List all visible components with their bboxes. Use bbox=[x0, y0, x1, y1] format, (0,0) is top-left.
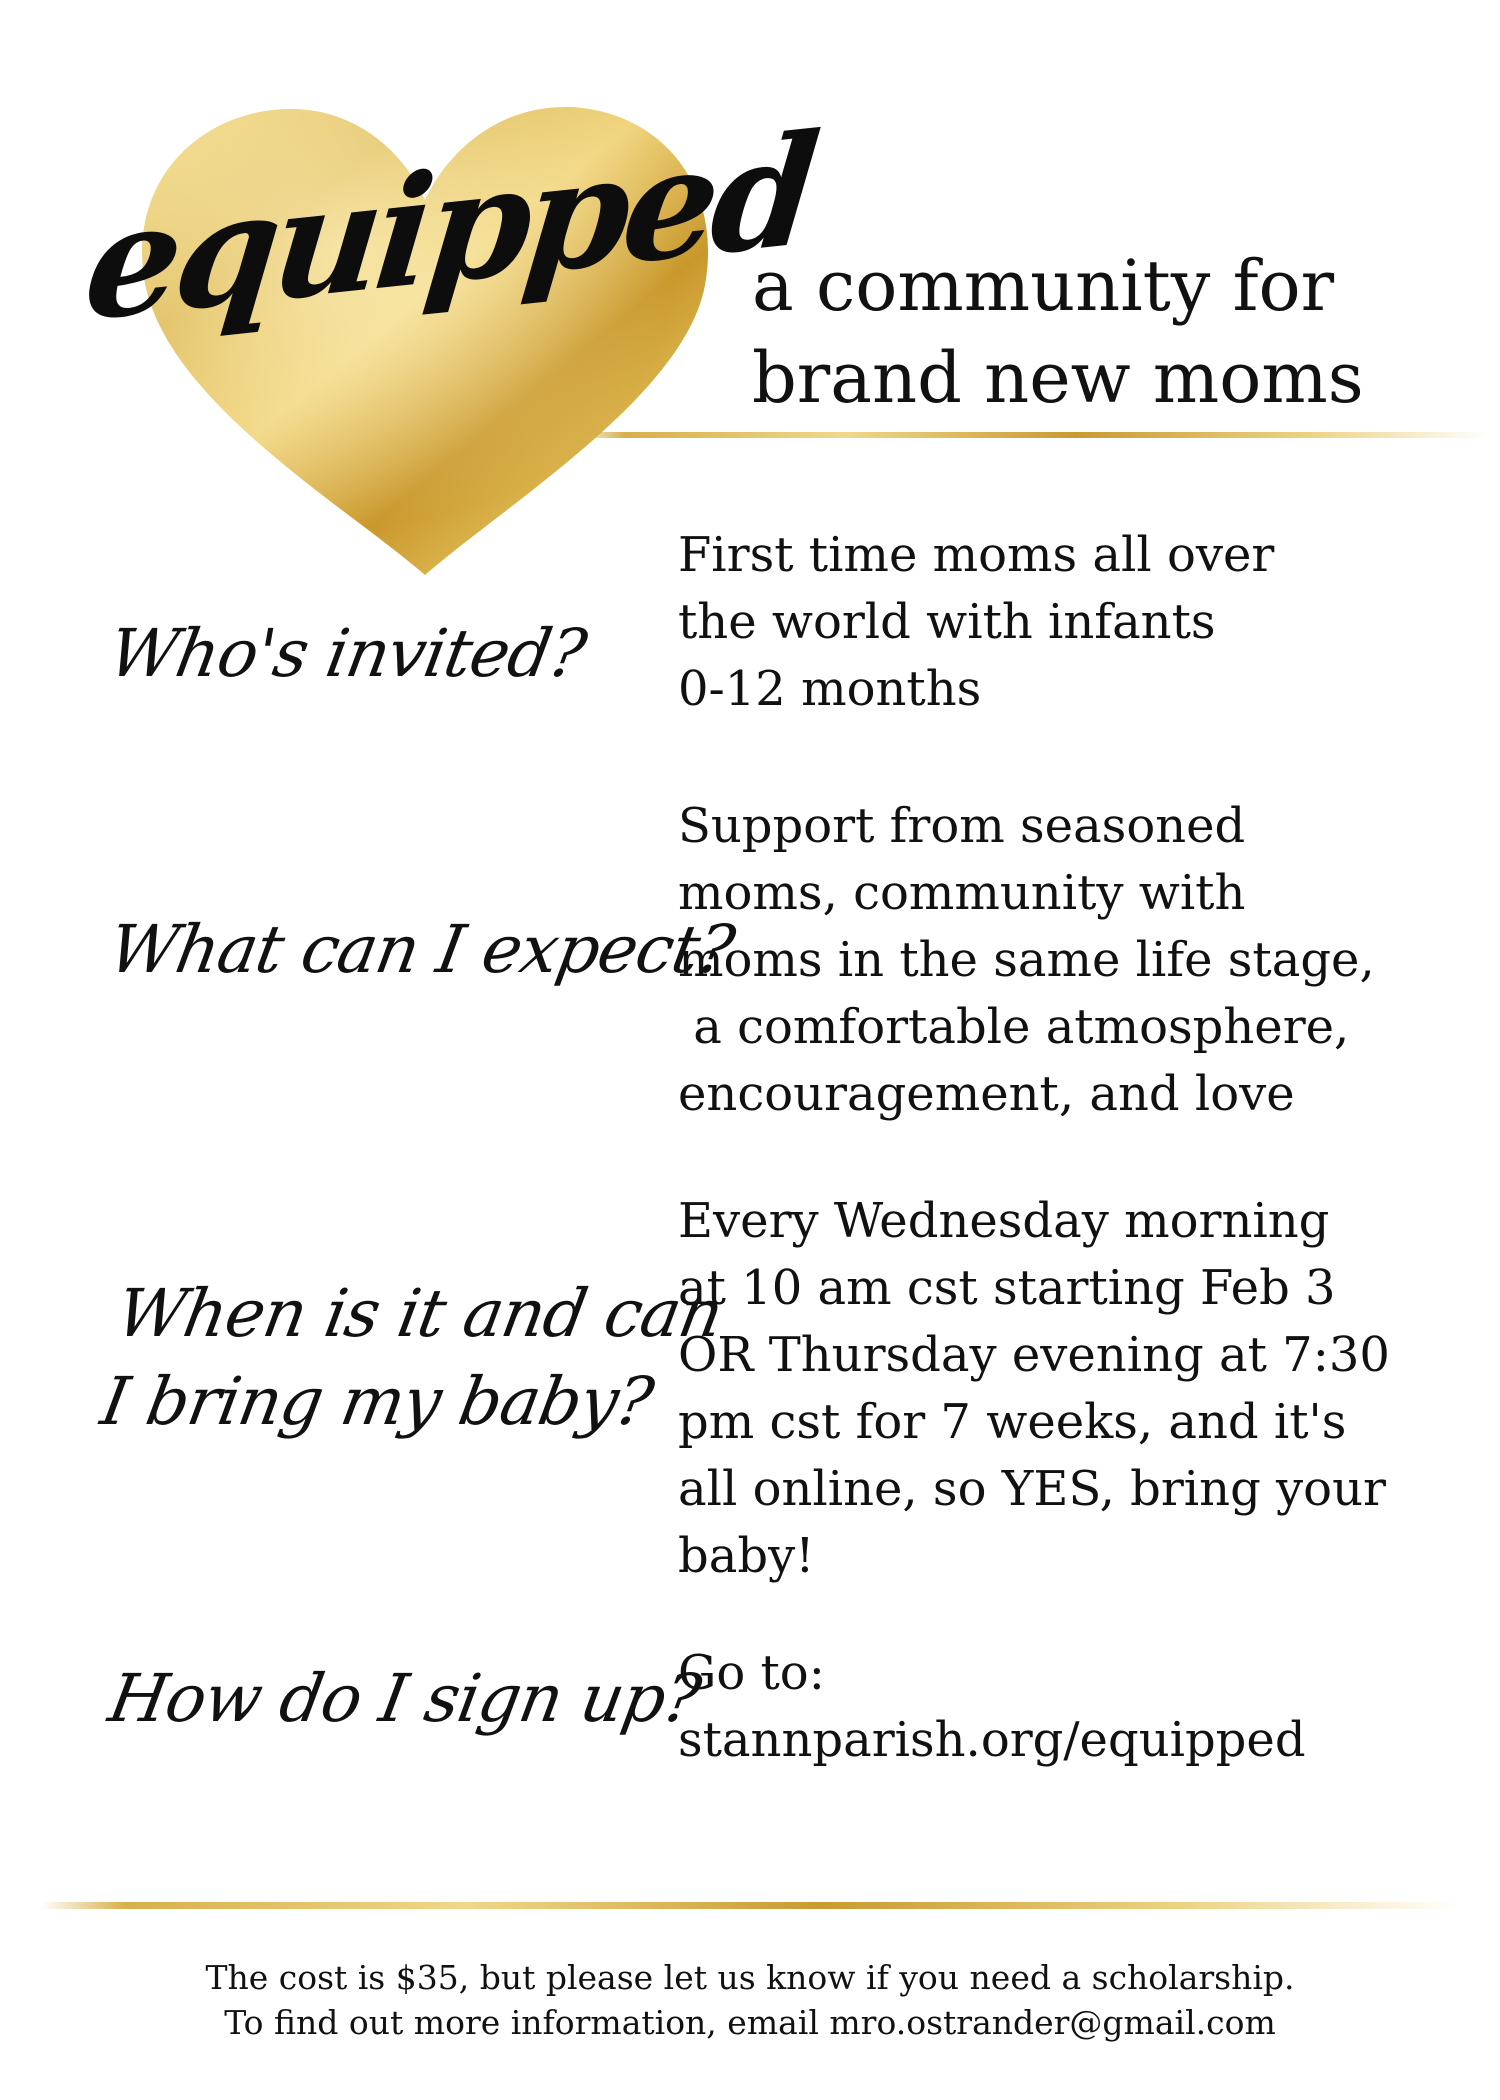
answer-line: the world with infants bbox=[678, 594, 1216, 650]
signup-link[interactable]: stannparish.org/equipped bbox=[678, 1712, 1306, 1768]
question-line: When is it and can bbox=[111, 1275, 729, 1352]
answer-what-can-i-expect bbox=[678, 793, 1478, 1128]
footer-contact-line[interactable]: To find out more information, email mro.ostrander@gmail.com bbox=[224, 2003, 1276, 2042]
answer-line: First time moms all over bbox=[678, 527, 1275, 583]
question-what-can-i-expect: What can I expect? bbox=[103, 911, 740, 988]
tagline-line: a community for bbox=[752, 245, 1335, 327]
answer-line: OR Thursday evening at 7:30 bbox=[678, 1327, 1390, 1383]
answer-line: encouragement, and love bbox=[678, 1066, 1295, 1122]
question-when-is-it bbox=[94, 1270, 729, 1446]
answer-whos-invited bbox=[678, 522, 1478, 723]
answer-line: 0-12 months bbox=[678, 661, 982, 717]
answer-line: at 10 am cst starting Feb 3 bbox=[678, 1260, 1336, 1316]
answer-line: moms, community with bbox=[678, 865, 1246, 921]
gold-divider-bottom bbox=[40, 1902, 1460, 1909]
answer-line: Go to: bbox=[678, 1645, 825, 1701]
answer-line: Support from seasoned bbox=[678, 798, 1246, 854]
answer-when-is-it bbox=[678, 1188, 1478, 1590]
answer-how-do-i-sign-up bbox=[678, 1640, 1478, 1774]
tagline bbox=[752, 240, 1472, 424]
answer-line: pm cst for 7 weeks, and it's bbox=[678, 1394, 1347, 1450]
answer-line: Every Wednesday morning bbox=[678, 1193, 1330, 1249]
question-how-do-i-sign-up: How do I sign up? bbox=[103, 1660, 706, 1737]
answer-line: baby! bbox=[678, 1528, 815, 1584]
footer-note bbox=[0, 1955, 1500, 2045]
footer-cost-line: The cost is $35, but please let us know if you need a scholarship. bbox=[205, 1958, 1295, 1997]
tagline-line: brand new moms bbox=[752, 337, 1364, 419]
answer-line: a comfortable atmosphere, bbox=[678, 999, 1350, 1055]
answer-line: moms in the same life stage, bbox=[678, 932, 1375, 988]
question-line: I bring my baby? bbox=[95, 1363, 659, 1440]
equipped-logo-text: equipped bbox=[77, 100, 821, 356]
question-whos-invited: Who's invited? bbox=[103, 615, 592, 692]
gold-divider-top bbox=[570, 432, 1490, 438]
answer-line: all online, so YES, bring your bbox=[678, 1461, 1386, 1517]
